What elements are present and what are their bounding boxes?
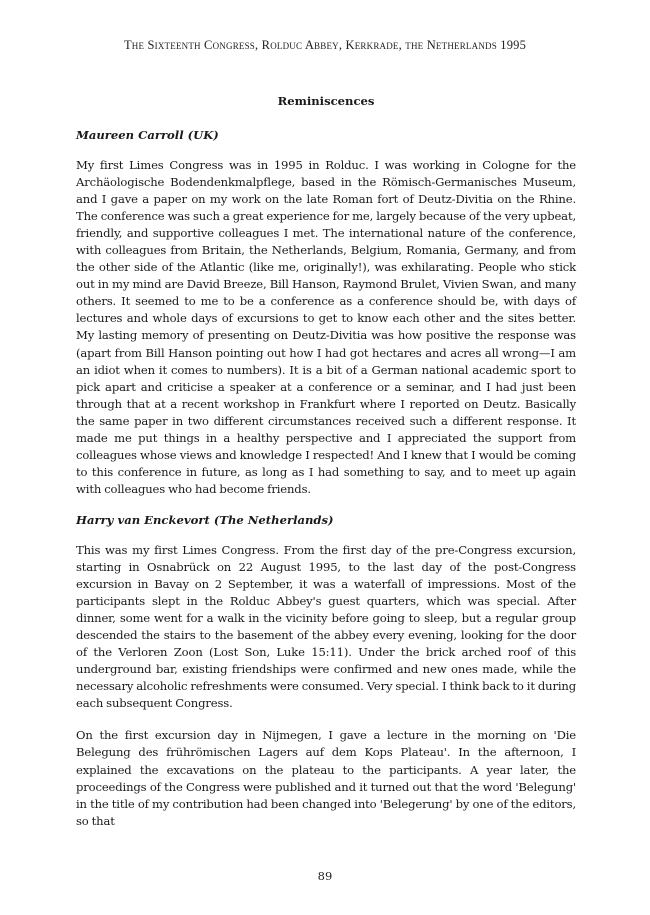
page-number: 89 bbox=[317, 869, 333, 883]
page-content bbox=[76, 94, 576, 845]
entry-author: Harry van Enckevort (The Netherlands) bbox=[76, 512, 334, 527]
entry-paragraph: My first Limes Congress was in 1995 in Rolduc. I was working in Cologne for the Archäologische Bodendenkmalpflege, based in the Römisch-Germanisches Museum, and I gave a paper on my work on the late Roman fort of Deutz-Divitia on the Rhine. The conference was such a great experience for me, largely because of the very upbeat, friendly, and supportive colleagues I met. The international nature of the conference, with colleagues from Britain, the Netherlands, Belgium, Romania, Germany, and from the other side of the Atlantic (like me, originally!), was exhilarating. People who stick out in my mind are David Breeze, Bill Hanson, Raymond Brulet, Vivien Swan, and many others. It seemed to me to be a conference as a conference should be, with days of lectures and whole days of excursions to get to know each other and the sites better. My lasting memory of presenting on Deutz-Divitia was how positive the response was (apart from Bill Hanson pointing out how I had got hectares and acres all wrong—I am an idiot when it comes to numbers). It is a bit of a German national academic sport to pick apart and criticise a speaker at a conference or a seminar, and I had just been through that at a recent workshop in Frankfurt where I reported on Deutz. Basically the same paper in two different circumstances received such a different response. It made me put things in a healthy perspective and I appreciated the support from colleagues whose views and knowledge I respected! And I knew that I would be coming to this conference in future, as long as I had something to say, and to meet up again with colleagues who had become friends. bbox=[76, 158, 576, 496]
entry-van-enckevort bbox=[76, 513, 576, 830]
running-head: The Sixteenth Congress, Rolduc Abbey, Kerkrade, the Netherlands 1995 bbox=[123, 38, 527, 52]
entry-author: Maureen Carroll (UK) bbox=[76, 128, 219, 142]
entry-carroll bbox=[76, 128, 576, 498]
entry-paragraph: This was my first Limes Congress. From the first day of the pre-Congress excursion, starting in Osnabrück on 22 August 1995, to the last day of the post-Congress excursion in Bavay on 2 September, it was a waterfall of impressions. Most of the participants slept in the Rolduc Abbey's guest quarters, which was special. After dinner, some went for a walk in the vicinity before going to sleep, but a regular group descended the stairs to the basement of the abbey every evening, looking for the door of the Verloren Zoon (Lost Son, Luke 15:11). Under the brick arched roof of this underground bar, existing friendships were confirmed and new ones made, while the necessary alcoholic refreshments were consumed. Very special. I think back to it during each subsequent Congress. bbox=[76, 542, 576, 711]
entry-paragraph: On the first excursion day in Nijmegen, I gave a lecture in the morning on 'Die Belegung des frührömischen Lagers auf dem Kops Plateau'. In the afternoon, I explained the excavations on the plateau to the participants. A year later, the proceedings of the Congress were published and it turned out that the word 'Belegung' in the title of my contribution had been changed into 'Belegerung' by one of the editors, so that bbox=[76, 728, 576, 828]
section-title: Reminiscences bbox=[277, 94, 375, 108]
